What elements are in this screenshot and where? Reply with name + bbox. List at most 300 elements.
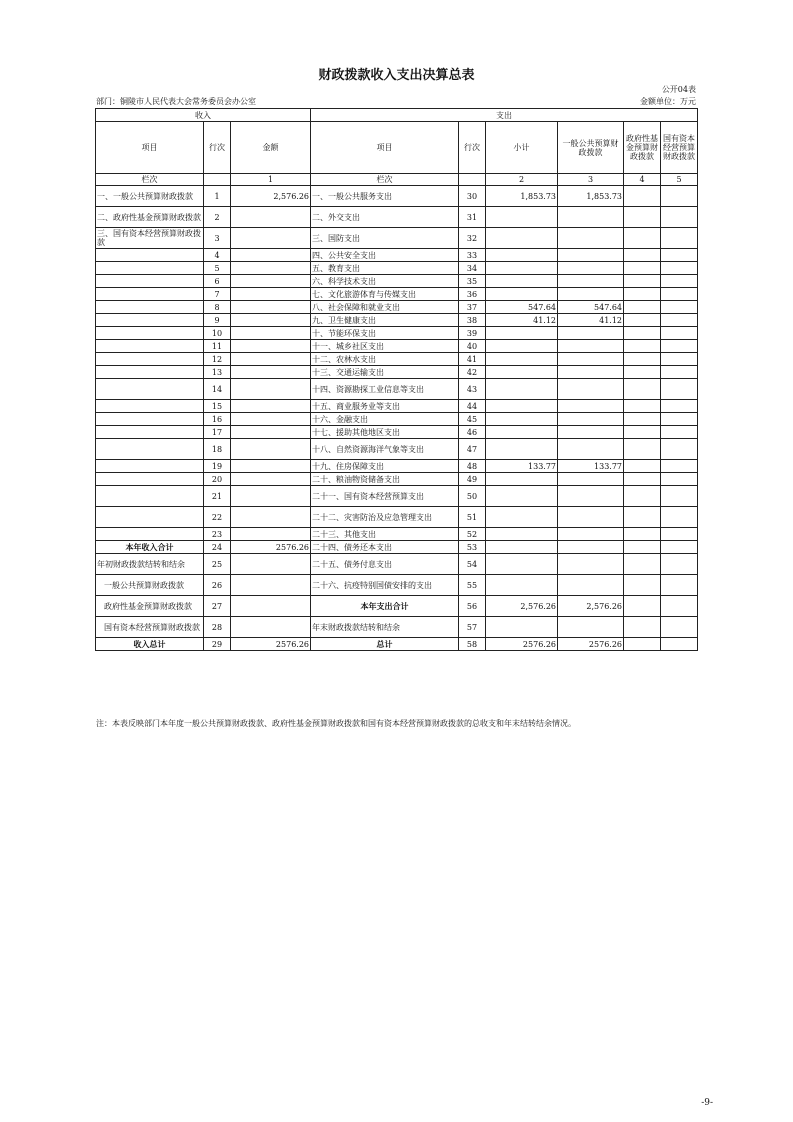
income-amount-cell: [231, 207, 311, 228]
income-line-cell: 11: [204, 340, 231, 353]
gov-fund-cell: [624, 439, 661, 460]
state-capital-cell: [661, 507, 698, 528]
general-budget-cell: [558, 400, 624, 413]
table-row: [96, 426, 698, 439]
income-line-cell: 20: [204, 473, 231, 486]
income-line-cell: 29: [204, 638, 231, 651]
income-item-cell: [96, 275, 204, 288]
table-row: [96, 460, 698, 473]
income-line-cell: 27: [204, 596, 231, 617]
expense-line-cell: 54: [459, 554, 486, 575]
general-budget-cell: [558, 340, 624, 353]
income-line-cell: 14: [204, 379, 231, 400]
table-row: [96, 400, 698, 413]
income-item-cell: [96, 379, 204, 400]
table-note: 注：本表反映部门本年度一般公共预算财政拨款、政府性基金预算财政拨款和国有资本经营预算财政拨款的总收支和年末结转结余情况。: [96, 719, 576, 728]
income-item-cell: [96, 507, 204, 528]
income-amount-cell: [231, 507, 311, 528]
expense-item-cell: 总计: [311, 638, 459, 651]
expense-item-cell: 十、节能环保支出: [311, 327, 459, 340]
state-capital-cell: [661, 314, 698, 327]
expense-line-cell: 34: [459, 262, 486, 275]
income-line-cell: 21: [204, 486, 231, 507]
expense-item-cell: 二十四、债务还本支出: [311, 541, 459, 554]
table-row: [96, 575, 698, 596]
expense-line-cell: 47: [459, 439, 486, 460]
income-amount-cell: [231, 439, 311, 460]
subtotal-cell: [486, 617, 558, 638]
income-amount-cell: [231, 486, 311, 507]
income-line-cell: 1: [204, 186, 231, 207]
state-capital-cell: [661, 400, 698, 413]
gov-fund-cell: [624, 426, 661, 439]
expense-item-cell: 二十六、抗疫特别国债安排的支出: [311, 575, 459, 596]
table-row: [96, 353, 698, 366]
income-item-cell: [96, 288, 204, 301]
income-amount-cell: [231, 473, 311, 486]
column-number: 3: [558, 174, 624, 186]
state-capital-cell: [661, 379, 698, 400]
table-row: [96, 262, 698, 275]
table-row: [96, 554, 698, 575]
expense-item-cell: 十四、资源勘探工业信息等支出: [311, 379, 459, 400]
income-item-cell: [96, 262, 204, 275]
general-budget-cell: [558, 413, 624, 426]
general-budget-cell: [558, 486, 624, 507]
column-label-left: 栏次: [96, 174, 204, 186]
gov-fund-cell: [624, 314, 661, 327]
income-line-cell: 26: [204, 575, 231, 596]
form-number: 公开04表: [661, 85, 696, 94]
expense-item-cell: 一、一般公共服务支出: [311, 186, 459, 207]
table-row: [96, 327, 698, 340]
gov-fund-cell: [624, 596, 661, 617]
expense-item-cell: 二、外交支出: [311, 207, 459, 228]
income-item-cell: 国有资本经营预算财政拨款: [96, 617, 204, 638]
expense-line-cell: 55: [459, 575, 486, 596]
income-line-cell: 3: [204, 228, 231, 249]
income-amount-cell: [231, 249, 311, 262]
state-capital-cell: [661, 596, 698, 617]
income-amount-cell: 2576.26: [231, 638, 311, 651]
income-amount-cell: [231, 288, 311, 301]
income-item-cell: [96, 460, 204, 473]
income-line-cell: 7: [204, 288, 231, 301]
expense-line-cell: 41: [459, 353, 486, 366]
expense-item-cell: 九、卫生健康支出: [311, 314, 459, 327]
income-item-cell: [96, 473, 204, 486]
page-number: -9-: [701, 1098, 713, 1108]
gov-fund-cell: [624, 249, 661, 262]
state-capital-cell: [661, 353, 698, 366]
table-row: [96, 366, 698, 379]
state-capital-cell: [661, 413, 698, 426]
expense-line-cell: 39: [459, 327, 486, 340]
income-item-cell: [96, 528, 204, 541]
state-capital-cell: [661, 575, 698, 596]
income-item-cell: [96, 314, 204, 327]
income-amount-cell: [231, 400, 311, 413]
income-line-cell: 13: [204, 366, 231, 379]
income-item-cell: [96, 426, 204, 439]
gov-fund-cell: [624, 340, 661, 353]
table-row: [96, 596, 698, 617]
expense-item-cell: 十六、金融支出: [311, 413, 459, 426]
expense-item-cell: 本年支出合计: [311, 596, 459, 617]
gov-fund-cell: [624, 301, 661, 314]
table-row: [96, 413, 698, 426]
general-budget-cell: [558, 507, 624, 528]
income-line-cell: 24: [204, 541, 231, 554]
gov-fund-cell: [624, 554, 661, 575]
expense-item-cell: 十五、商业服务业等支出: [311, 400, 459, 413]
income-line-cell: 19: [204, 460, 231, 473]
income-item-cell: 本年收入合计: [96, 541, 204, 554]
state-capital-cell: [661, 186, 698, 207]
expense-item-cell: 六、科学技术支出: [311, 275, 459, 288]
general-budget-cell: 1,853.73: [558, 186, 624, 207]
subtotal-cell: [486, 366, 558, 379]
income-item-cell: [96, 486, 204, 507]
expense-item-cell: 二十、粮油物资储备支出: [311, 473, 459, 486]
gov-fund-cell: [624, 638, 661, 651]
subtotal-cell: [486, 507, 558, 528]
subtotal-cell: [486, 413, 558, 426]
income-item-cell: [96, 413, 204, 426]
income-amount-cell: [231, 327, 311, 340]
income-amount-cell: [231, 426, 311, 439]
income-amount-cell: [231, 366, 311, 379]
state-capital-cell: [661, 207, 698, 228]
state-capital-cell: [661, 228, 698, 249]
table-row: [96, 340, 698, 353]
gov-fund-header: 政府性基金预算财政拨款: [624, 122, 661, 174]
table-row: [96, 288, 698, 301]
general-budget-cell: [558, 249, 624, 262]
subtotal-cell: [486, 340, 558, 353]
expense-line-cell: 49: [459, 473, 486, 486]
subtotal-cell: [486, 327, 558, 340]
general-budget-cell: [558, 366, 624, 379]
expense-line-cell: 38: [459, 314, 486, 327]
department-label: 部门：铜陵市人民代表大会常务委员会办公室: [96, 97, 256, 106]
gov-fund-cell: [624, 366, 661, 379]
expense-line-cell: 56: [459, 596, 486, 617]
subtotal-cell: [486, 249, 558, 262]
expense-line-header: 行次: [459, 122, 486, 174]
column-number: 2: [486, 174, 558, 186]
expense-item-cell: 七、文化旅游体育与传媒支出: [311, 288, 459, 301]
income-line-cell: 5: [204, 262, 231, 275]
income-line-cell: 25: [204, 554, 231, 575]
table-row: [96, 528, 698, 541]
gov-fund-cell: [624, 207, 661, 228]
subtotal-header: 小计: [486, 122, 558, 174]
general-budget-cell: 41.12: [558, 314, 624, 327]
general-budget-cell: 2576.26: [558, 638, 624, 651]
state-capital-cell: [661, 486, 698, 507]
table-row: [96, 617, 698, 638]
expense-item-cell: 五、教育支出: [311, 262, 459, 275]
expense-line-cell: 44: [459, 400, 486, 413]
expense-item-cell: 八、社会保障和就业支出: [311, 301, 459, 314]
expense-line-cell: 53: [459, 541, 486, 554]
unit-label: 金额单位：万元: [640, 97, 696, 106]
general-budget-cell: [558, 439, 624, 460]
gov-fund-cell: [624, 507, 661, 528]
table-row: [96, 314, 698, 327]
income-item-cell: 二、政府性基金预算财政拨款: [96, 207, 204, 228]
subtotal-cell: [486, 228, 558, 249]
general-budget-cell: [558, 275, 624, 288]
expense-item-cell: 十三、交通运输支出: [311, 366, 459, 379]
expense-line-cell: 45: [459, 413, 486, 426]
expense-line-cell: 52: [459, 528, 486, 541]
gov-fund-cell: [624, 379, 661, 400]
table-row: [96, 439, 698, 460]
income-amount-cell: [231, 528, 311, 541]
state-capital-cell: [661, 426, 698, 439]
general-budget-cell: [558, 554, 624, 575]
gov-fund-cell: [624, 473, 661, 486]
page-title: 财政拨款收入支出决算总表: [318, 68, 475, 83]
gov-fund-cell: [624, 327, 661, 340]
expense-line-cell: 42: [459, 366, 486, 379]
table-row: [96, 638, 698, 651]
subtotal-cell: [486, 554, 558, 575]
income-amount-cell: [231, 460, 311, 473]
gov-fund-cell: [624, 228, 661, 249]
subtotal-cell: [486, 426, 558, 439]
expense-item-cell: 十九、住房保障支出: [311, 460, 459, 473]
subtotal-cell: [486, 575, 558, 596]
general-budget-cell: [558, 426, 624, 439]
expense-item-cell: 十七、援助其他地区支出: [311, 426, 459, 439]
income-line-cell: 2: [204, 207, 231, 228]
income-item-cell: [96, 439, 204, 460]
income-amount-cell: [231, 379, 311, 400]
income-amount-cell: [231, 353, 311, 366]
state-capital-cell: [661, 340, 698, 353]
expense-line-cell: 51: [459, 507, 486, 528]
column-number: 4: [624, 174, 661, 186]
income-line-cell: 9: [204, 314, 231, 327]
income-line-header: 行次: [204, 122, 231, 174]
income-amount-cell: [231, 554, 311, 575]
subtotal-cell: [486, 439, 558, 460]
income-line-cell: 16: [204, 413, 231, 426]
income-item-cell: 一、一般公共预算财政拨款: [96, 186, 204, 207]
income-item-cell: [96, 340, 204, 353]
state-capital-cell: [661, 460, 698, 473]
general-budget-cell: [558, 617, 624, 638]
gov-fund-cell: [624, 460, 661, 473]
income-line-cell: 4: [204, 249, 231, 262]
expense-line-cell: 33: [459, 249, 486, 262]
general-budget-cell: 2,576.26: [558, 596, 624, 617]
table-body: [96, 186, 698, 651]
subtotal-cell: 133.77: [486, 460, 558, 473]
subtotal-cell: [486, 275, 558, 288]
subtotal-cell: [486, 262, 558, 275]
income-amount-header: 金额: [231, 122, 311, 174]
gov-fund-cell: [624, 400, 661, 413]
subtotal-cell: 41.12: [486, 314, 558, 327]
state-capital-cell: [661, 275, 698, 288]
state-capital-cell: [661, 528, 698, 541]
state-capital-cell: [661, 638, 698, 651]
income-line-cell: 23: [204, 528, 231, 541]
state-capital-cell: [661, 366, 698, 379]
gov-fund-cell: [624, 541, 661, 554]
table-row: [96, 507, 698, 528]
income-amount-cell: [231, 575, 311, 596]
general-budget-cell: [558, 327, 624, 340]
subtotal-cell: [486, 473, 558, 486]
income-item-cell: [96, 327, 204, 340]
expense-header: 支出: [311, 109, 698, 122]
income-item-cell: [96, 353, 204, 366]
gov-fund-cell: [624, 413, 661, 426]
income-amount-cell: [231, 596, 311, 617]
subtotal-cell: [486, 541, 558, 554]
income-amount-cell: [231, 617, 311, 638]
general-budget-cell: [558, 353, 624, 366]
subtotal-cell: 547.64: [486, 301, 558, 314]
income-amount-cell: [231, 301, 311, 314]
table-row: [96, 486, 698, 507]
table-row: [96, 473, 698, 486]
income-item-header: 项目: [96, 122, 204, 174]
expense-line-cell: 46: [459, 426, 486, 439]
subtotal-cell: 1,853.73: [486, 186, 558, 207]
income-item-cell: 三、国有资本经营预算财政拨款: [96, 228, 204, 249]
general-budget-cell: [558, 575, 624, 596]
income-line-cell: 6: [204, 275, 231, 288]
general-budget-cell: [558, 528, 624, 541]
expense-item-cell: 四、公共安全支出: [311, 249, 459, 262]
gov-fund-cell: [624, 288, 661, 301]
income-header: 收入: [96, 109, 311, 122]
expense-line-cell: 50: [459, 486, 486, 507]
state-capital-cell: [661, 249, 698, 262]
expense-item-cell: 二十五、债务付息支出: [311, 554, 459, 575]
gov-fund-cell: [624, 275, 661, 288]
table-row: [96, 228, 698, 249]
fiscal-summary-table: [95, 108, 698, 651]
income-amount-cell: 2576.26: [231, 541, 311, 554]
expense-line-cell: 58: [459, 638, 486, 651]
expense-line-cell: 32: [459, 228, 486, 249]
expense-item-cell: 二十三、其他支出: [311, 528, 459, 541]
income-line-cell: 8: [204, 301, 231, 314]
income-amount-cell: 2,576.26: [231, 186, 311, 207]
expense-item-cell: 年末财政拨款结转和结余: [311, 617, 459, 638]
subtotal-cell: [486, 353, 558, 366]
income-line-cell: 12: [204, 353, 231, 366]
expense-line-cell: 35: [459, 275, 486, 288]
state-capital-header: 国有资本经营预算财政拨款: [661, 122, 698, 174]
income-item-cell: [96, 400, 204, 413]
income-item-cell: 一般公共预算财政拨款: [96, 575, 204, 596]
state-capital-cell: [661, 617, 698, 638]
income-line-cell: 10: [204, 327, 231, 340]
table-row: [96, 379, 698, 400]
general-budget-cell: [558, 262, 624, 275]
state-capital-cell: [661, 327, 698, 340]
table-row: [96, 249, 698, 262]
income-amount-cell: [231, 228, 311, 249]
expense-line-cell: 43: [459, 379, 486, 400]
table-row: [96, 186, 698, 207]
expense-item-cell: 二十一、国有资本经营预算支出: [311, 486, 459, 507]
subtotal-cell: [486, 288, 558, 301]
subtotal-cell: 2,576.26: [486, 596, 558, 617]
general-budget-cell: [558, 473, 624, 486]
income-item-cell: 政府性基金预算财政拨款: [96, 596, 204, 617]
general-budget-cell: [558, 379, 624, 400]
general-budget-cell: [558, 228, 624, 249]
gov-fund-cell: [624, 617, 661, 638]
table-row: [96, 541, 698, 554]
general-budget-cell: [558, 541, 624, 554]
table-row: [96, 275, 698, 288]
gov-fund-cell: [624, 528, 661, 541]
expense-line-cell: 30: [459, 186, 486, 207]
state-capital-cell: [661, 262, 698, 275]
expense-item-cell: 十一、城乡社区支出: [311, 340, 459, 353]
state-capital-cell: [661, 288, 698, 301]
general-budget-cell: [558, 288, 624, 301]
gov-fund-cell: [624, 486, 661, 507]
general-budget-cell: 547.64: [558, 301, 624, 314]
state-capital-cell: [661, 301, 698, 314]
expense-item-header: 项目: [311, 122, 459, 174]
expense-line-cell: 36: [459, 288, 486, 301]
expense-item-cell: 十八、自然资源海洋气象等支出: [311, 439, 459, 460]
column-number: 1: [231, 174, 311, 186]
column-number: 5: [661, 174, 698, 186]
income-line-cell: 28: [204, 617, 231, 638]
column-label-right: 栏次: [311, 174, 459, 186]
subtotal-cell: 2576.26: [486, 638, 558, 651]
expense-line-cell: 40: [459, 340, 486, 353]
expense-item-cell: 三、国防支出: [311, 228, 459, 249]
income-item-cell: [96, 301, 204, 314]
state-capital-cell: [661, 541, 698, 554]
income-item-cell: [96, 366, 204, 379]
state-capital-cell: [661, 554, 698, 575]
income-item-cell: 收入总计: [96, 638, 204, 651]
table-row: [96, 207, 698, 228]
income-item-cell: 年初财政拨款结转和结余: [96, 554, 204, 575]
general-budget-cell: 133.77: [558, 460, 624, 473]
income-amount-cell: [231, 314, 311, 327]
gov-fund-cell: [624, 575, 661, 596]
subtotal-cell: [486, 528, 558, 541]
expense-line-cell: 31: [459, 207, 486, 228]
income-amount-cell: [231, 262, 311, 275]
income-amount-cell: [231, 340, 311, 353]
income-amount-cell: [231, 413, 311, 426]
expense-line-cell: 57: [459, 617, 486, 638]
general-budget-cell: [558, 207, 624, 228]
subtotal-cell: [486, 400, 558, 413]
general-budget-header: 一般公共预算财政拨款: [558, 122, 624, 174]
expense-item-cell: 二十二、灾害防治及应急管理支出: [311, 507, 459, 528]
subtotal-cell: [486, 379, 558, 400]
table-row: [96, 301, 698, 314]
